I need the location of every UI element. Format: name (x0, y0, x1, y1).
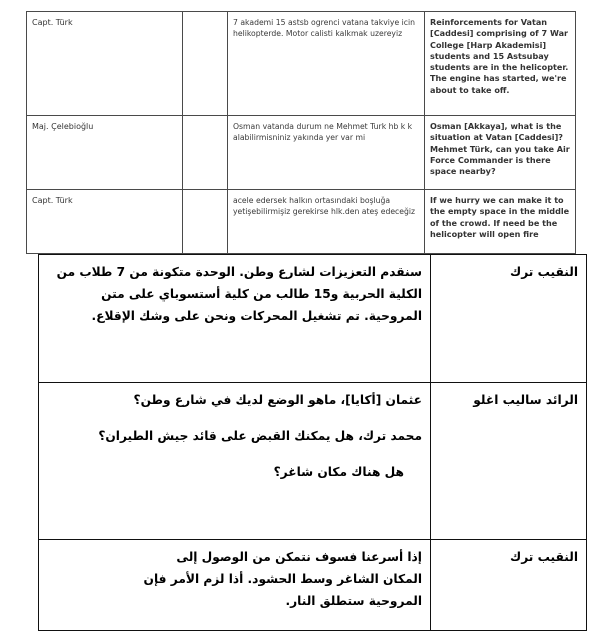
table-row (27, 190, 576, 254)
arabic-translation-cell (39, 540, 431, 631)
empty-cell (183, 12, 228, 116)
arabic-translation-cell (39, 383, 431, 540)
english-translation-cell: Osman [Akkaya], what is the situation at Vatan [Caddesi]? Mehmet Türk, can you take Air Force Commander is there space nearby? (425, 116, 576, 190)
empty-cell (183, 190, 228, 254)
transcript-table-english (26, 11, 576, 254)
turkish-original-cell: 7 akademi 15 astsb ogrenci vatana takviye icin helikopterde. Motor calisti kalkmak uzereyiz (228, 12, 425, 116)
speaker-cell: Maj. Çelebioğlu (27, 116, 183, 190)
table-row (39, 540, 587, 631)
arabic-paragraph: سنقدم التعزيزات لشارع وطن. الوحدة متكونة من 7 طلاب من الكلية الحربية و15 طالب من كلية أستسوباي على متن المروحية. تم تشغيل المحركات ونحن على وشك الإقلاع. (56, 265, 422, 323)
arabic-speaker-cell: الرائد ساليب اغلو (431, 383, 587, 540)
arabic-speaker-cell: النقيب ترك (431, 255, 587, 383)
turkish-original-cell: acele edersek halkın ortasındaki boşluğa yetişebilirmişiz gerekirse hlk.den ateş edeceğiz (228, 190, 425, 254)
empty-cell (183, 116, 228, 190)
turkish-original-cell: Osman vatanda durum ne Mehmet Turk hb k k alabilirmisniniz yakında yer var mi (228, 116, 425, 190)
english-translation-cell: If we hurry we can make it to the empty space in the middle of the crowd. If need be the helicopter will open fire (425, 190, 576, 254)
arabic-paragraph: هل هناك مكان شاغر؟ (273, 465, 404, 479)
table-row (39, 383, 587, 540)
arabic-speaker-cell: النقيب ترك (431, 540, 587, 631)
speaker-cell: Capt. Türk (27, 190, 183, 254)
arabic-paragraph: إذا أسرعنا فسوف نتمكن من الوصول إلى المكان الشاغر وسط الحشود. أذا لزم الأمر فإن المروحية ستطلق النار. (143, 550, 422, 608)
speaker-cell: Capt. Türk (27, 12, 183, 116)
table-row (27, 12, 576, 116)
transcript-table-arabic (38, 254, 587, 631)
table-row (39, 255, 587, 383)
english-translation-cell: Reinforcements for Vatan [Caddesi] comprising of 7 War College [Harp Akademisi] students and 15 Astsubay students are in the helicopter. The engine has started, we're about to take off. (425, 12, 576, 116)
arabic-paragraph: محمد ترك، هل يمكنك القبض على قائد جيش الطيران؟ (98, 429, 422, 443)
arabic-paragraph: عثمان [أكايا]، ماهو الوضع لديك في شارع وطن؟ (133, 393, 422, 407)
table-row (27, 116, 576, 190)
arabic-translation-cell (39, 255, 431, 383)
